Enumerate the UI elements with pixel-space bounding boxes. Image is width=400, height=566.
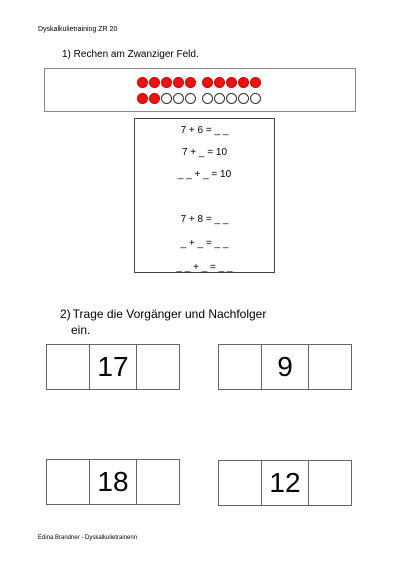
equation-box: [134, 118, 275, 273]
filled-dot: [238, 77, 249, 88]
task2-text-cont: ein.: [71, 323, 91, 337]
empty-dot: [226, 93, 237, 104]
page-header: Dyskalkulietraining ZR 20: [38, 26, 118, 33]
equation-3: _ _ + _ = 10: [177, 169, 232, 180]
number-cell: 9: [261, 344, 309, 390]
empty-dot: [185, 93, 196, 104]
twenty-frame: [44, 68, 356, 112]
successor-cell[interactable]: [136, 344, 180, 390]
twenty-frame-row-2: [137, 93, 261, 104]
neighbor-boxes-1: [46, 344, 180, 390]
number-cell: 18: [89, 459, 137, 505]
filled-dot: [137, 93, 148, 104]
predecessor-cell[interactable]: [218, 344, 262, 390]
neighbor-boxes-2: [218, 344, 352, 390]
number-cell: 12: [261, 460, 309, 506]
empty-dot: [173, 93, 184, 104]
empty-dot: [250, 93, 261, 104]
filled-dot: [149, 77, 160, 88]
neighbor-boxes-4: [218, 460, 352, 506]
empty-dot: [202, 93, 213, 104]
filled-dot: [137, 77, 148, 88]
equation-5: _ + _ = _ _: [180, 238, 229, 249]
successor-cell[interactable]: [308, 344, 352, 390]
equation-1: 7 + 6 = _ _: [180, 125, 229, 136]
filled-dot: [173, 77, 184, 88]
dot-group: [202, 93, 261, 104]
equation-2: 7 + _ = 10: [181, 147, 228, 158]
filled-dot: [161, 77, 172, 88]
task2-title: [60, 306, 300, 338]
successor-cell[interactable]: [136, 459, 180, 505]
dot-group: [202, 77, 261, 88]
predecessor-cell[interactable]: [218, 460, 262, 506]
filled-dot: [185, 77, 196, 88]
filled-dot: [149, 93, 160, 104]
empty-dot: [238, 93, 249, 104]
page-footer: Edina Brandner - Dyskalkulietrainerin: [38, 535, 138, 541]
successor-cell[interactable]: [308, 460, 352, 506]
filled-dot: [250, 77, 261, 88]
dot-group: [137, 77, 196, 88]
equation-4: 7 + 8 = _ _: [180, 214, 229, 225]
filled-dot: [202, 77, 213, 88]
empty-dot: [161, 93, 172, 104]
task1-title: 1) Rechen am Zwanziger Feld.: [62, 49, 199, 60]
empty-dot: [214, 93, 225, 104]
task2-text: Trage die Vorgänger und Nachfolger: [72, 307, 267, 321]
dot-group: [137, 93, 196, 104]
predecessor-cell[interactable]: [46, 344, 90, 390]
filled-dot: [214, 77, 225, 88]
number-cell: 17: [89, 344, 137, 390]
equation-6: _ _ + _ = _ _: [176, 262, 233, 273]
task2-number: 2): [60, 307, 71, 321]
predecessor-cell[interactable]: [46, 459, 90, 505]
neighbor-boxes-3: [46, 459, 180, 505]
twenty-frame-row-1: [137, 77, 261, 88]
filled-dot: [226, 77, 237, 88]
